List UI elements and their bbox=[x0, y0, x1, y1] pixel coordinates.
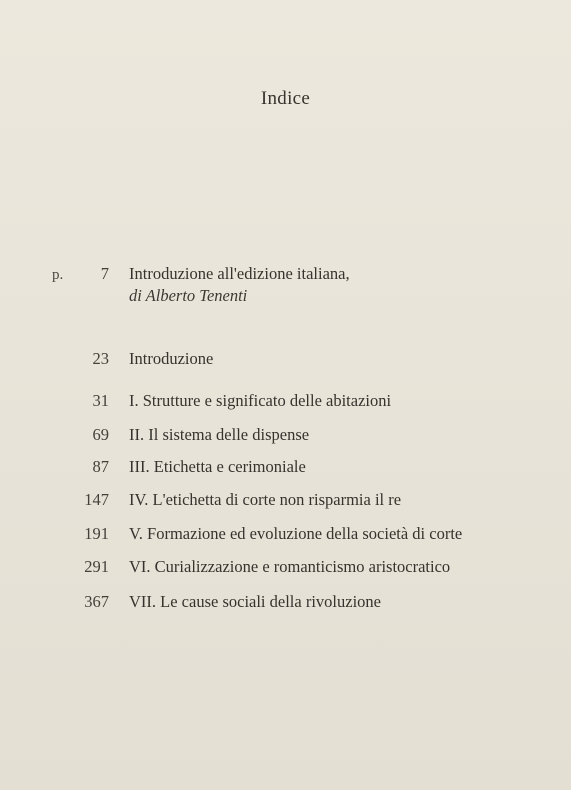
toc-entry-label: VII. Le cause sociali della rivoluzione bbox=[129, 592, 381, 611]
toc-page-number: 191 bbox=[84, 524, 109, 543]
page-title: Indice bbox=[260, 88, 311, 109]
toc-entry-label: II. Il sistema delle dispense bbox=[129, 425, 310, 444]
toc-page-number: 367 bbox=[84, 592, 109, 611]
toc-entry-label: VI. Curializzazione e romanticismo aristocratico bbox=[129, 557, 451, 576]
toc-entry-label: III. Etichetta e cerimoniale bbox=[129, 457, 306, 476]
toc-entry-label: V. Formazione ed evoluzione della società di corte bbox=[129, 524, 463, 543]
toc-page-number: 23 bbox=[92, 349, 109, 368]
toc-page-number: 7 bbox=[100, 264, 109, 283]
toc-entry-label: Introduzione all'edizione italiana, bbox=[129, 264, 350, 283]
toc-entry-label: Introduzione bbox=[129, 349, 214, 368]
page-prefix: p. bbox=[52, 267, 64, 283]
toc-entry-label: IV. L'etichetta di corte non risparmia il re bbox=[129, 490, 402, 509]
toc-page-number: 31 bbox=[92, 391, 109, 410]
toc-page-number: 291 bbox=[84, 557, 109, 576]
toc-page-number: 147 bbox=[84, 490, 109, 509]
toc-entry-label: I. Strutture e significato delle abitazioni bbox=[129, 391, 392, 410]
toc-entry-author: di Alberto Tenenti bbox=[129, 286, 248, 305]
toc-page-number: 87 bbox=[92, 457, 109, 476]
toc-page-number: 69 bbox=[92, 425, 109, 444]
